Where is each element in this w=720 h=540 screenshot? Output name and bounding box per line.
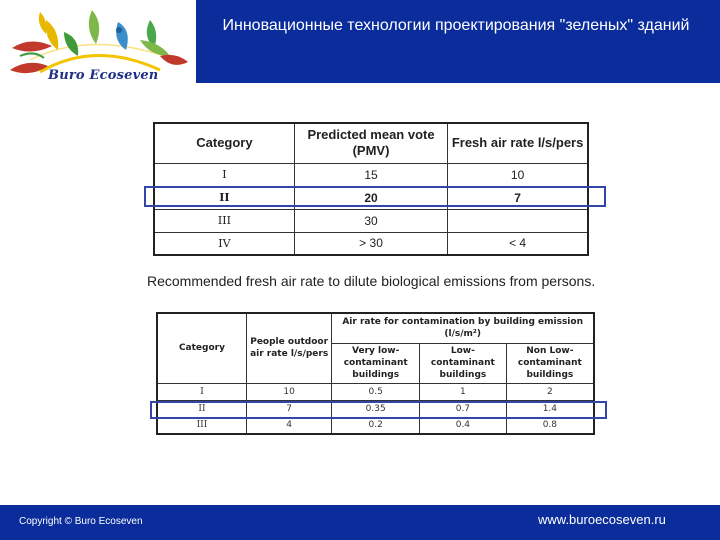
table-cell: 0.4	[420, 417, 507, 434]
table-cell: < 4	[448, 232, 588, 255]
table-row	[154, 163, 588, 186]
table-cell: > 30	[294, 232, 447, 255]
highlight-frame	[144, 186, 606, 207]
table-cell: I	[154, 163, 294, 186]
table-cell: II	[157, 400, 246, 417]
table-cell: 30	[294, 209, 447, 232]
table-caption: Recommended fresh air rate to dilute biological emissions from persons.	[147, 273, 596, 289]
table-header-cell: Category	[154, 123, 294, 163]
table-header-row	[154, 123, 588, 163]
table-cell: 1.4	[506, 400, 594, 417]
table-cell: 10	[246, 383, 331, 400]
page-title: Инновационные технологии проектирования "зеленых" зданий	[222, 17, 690, 34]
table-cell: 2	[506, 383, 594, 400]
table-header-cell: Category	[157, 313, 246, 383]
table-header-cell: Very low-contaminant buildings	[332, 343, 420, 383]
table-cell: 0.2	[332, 417, 420, 434]
table-row	[157, 383, 594, 400]
table-cell: 0.7	[420, 400, 507, 417]
table-header-cell: Non Low-contaminant buildings	[506, 343, 594, 383]
table-cell: 1	[420, 383, 507, 400]
table-header-cell: Low-contaminant buildings	[420, 343, 507, 383]
table-cell: III	[154, 209, 294, 232]
table-cell: 7	[448, 186, 588, 209]
table-header-cell: People outdoor air rate l/s/pers	[246, 313, 331, 383]
table-cell: 20	[294, 186, 447, 209]
website-link[interactable]: www.buroecoseven.ru	[538, 512, 666, 527]
table-cell: III	[157, 417, 246, 434]
table-cell: IV	[154, 232, 294, 255]
title-bar	[196, 0, 720, 83]
table-row	[154, 232, 588, 255]
table-header-cell: Fresh air rate l/s/pers	[448, 123, 588, 163]
table-cell: II	[154, 186, 294, 209]
table-cell: 10	[448, 163, 588, 186]
copyright-text: Copyright © Buro Ecoseven	[19, 516, 143, 527]
table-group-header: Air rate for contamination by building emission (l/s/m²)	[332, 313, 594, 343]
table-cell: 0.5	[332, 383, 420, 400]
highlight-frame	[150, 401, 607, 419]
logo-text: Buro Ecoseven	[48, 68, 159, 83]
table-header-row	[157, 313, 594, 343]
table-cell: 0.35	[332, 400, 420, 417]
table-cell: 4	[246, 417, 331, 434]
header	[0, 0, 720, 83]
table-row	[157, 417, 594, 434]
table-cell: I	[157, 383, 246, 400]
table-cell: 15	[294, 163, 447, 186]
table-cell	[448, 209, 588, 232]
logo	[0, 0, 196, 83]
table-header-cell: Predicted mean vote (PMV)	[294, 123, 447, 163]
table-cell: 0.8	[506, 417, 594, 434]
table-cell: 7	[246, 400, 331, 417]
table-row	[154, 209, 588, 232]
